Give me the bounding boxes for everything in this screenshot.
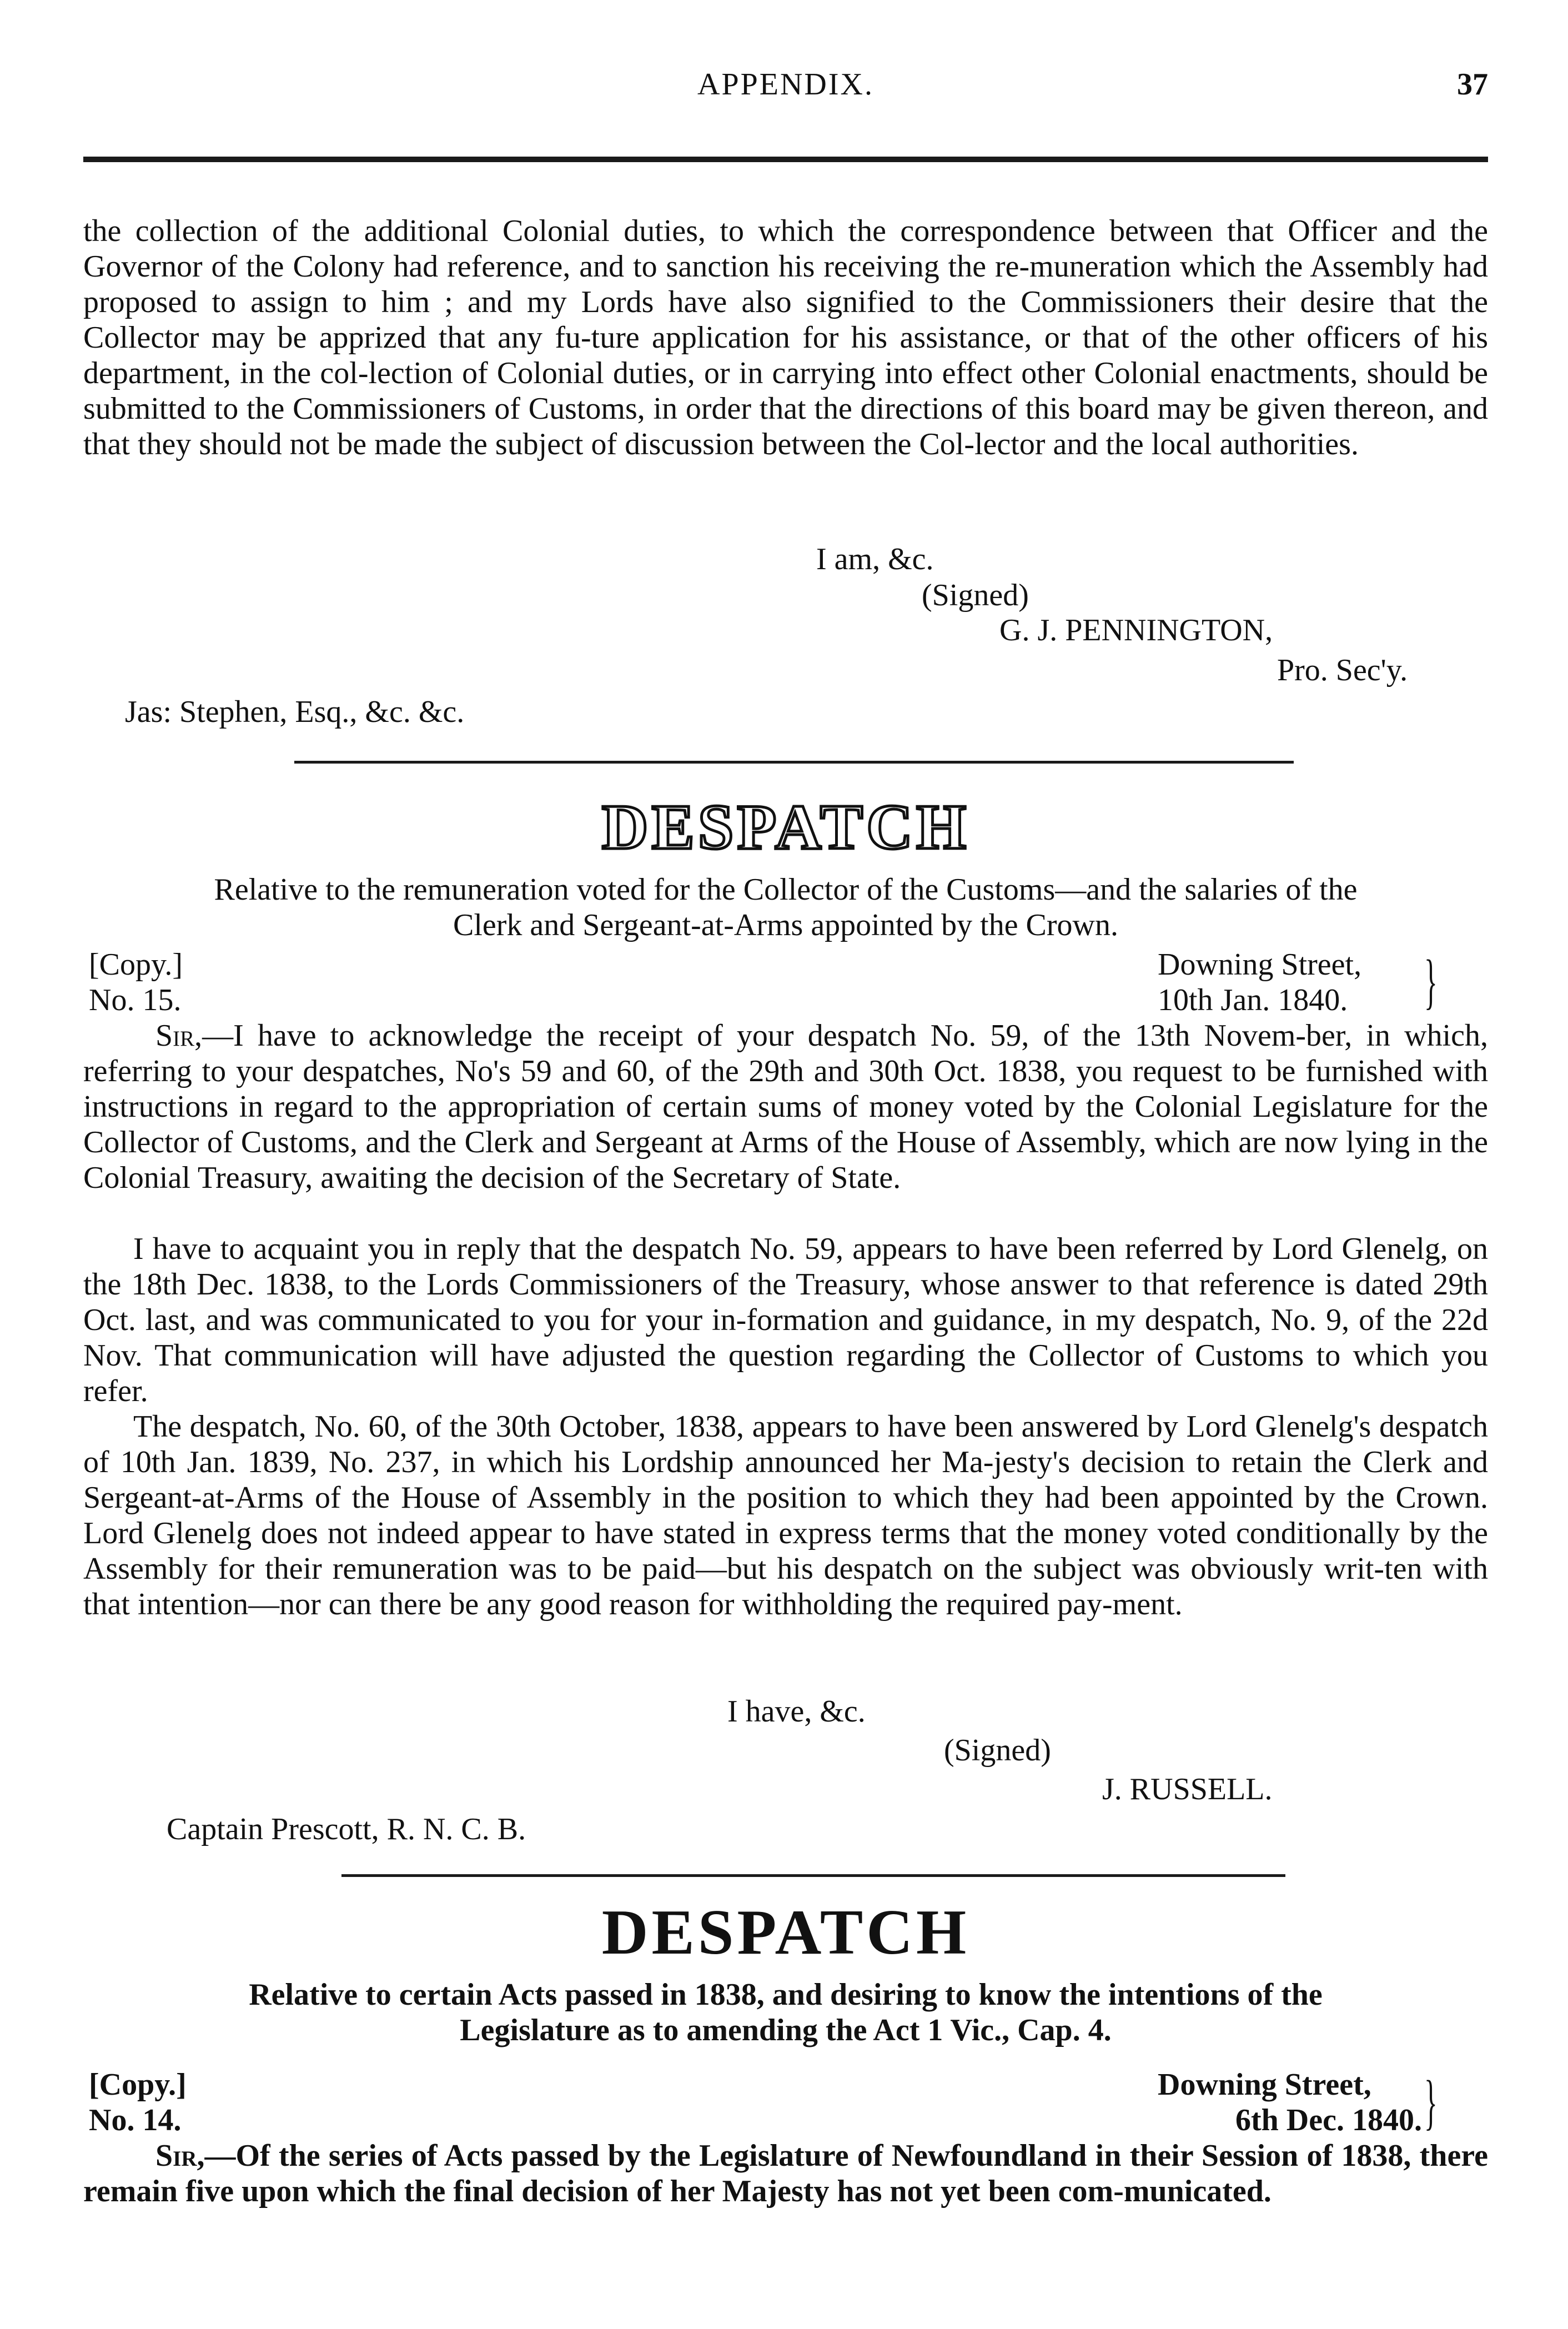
despatch1-salutation: Sir,	[155, 1018, 203, 1053]
despatch2-place: Downing Street,	[1158, 2067, 1371, 2102]
despatch2-copy-label: [Copy.]	[89, 2067, 187, 2102]
despatch2-paragraph1	[83, 2138, 1488, 2209]
despatch1-signed: (Signed)	[944, 1733, 1051, 1768]
despatch1-subtitle-line2: Clerk and Sergeant-at-Arms appointed by the Crown.	[453, 908, 1118, 942]
despatch1-paragraph3: The despatch, No. 60, of the 30th October, 1838, appears to have been answered by Lord Glenelg's despatch of 10th Jan. 1839, No. 237, in which his Lordship announced her Ma-jesty's decision to retain the Clerk and Sergeant-at-Arms of the House of Assembly in the position to which they had been appointed by the Crown. Lord Glenelg does not indeed appear to have stated in express terms that the money voted conditionally by the Assembly for their remuneration was to be paid—but his despatch on the subject was obviously writ-ten with that intention—nor can there be any good reason for withholding the required pay-ment.	[83, 1409, 1488, 1622]
letter1-addressee: Jas: Stephen, Esq., &c. &c.	[125, 695, 465, 729]
despatch1-paragraph2: I have to acquaint you in reply that the despatch No. 59, appears to have been referred by Lord Glenelg, on the 18th Dec. 1838, to the Lords Commissioners of the Treasury, whose answer to that reference is dated 29th Oct. last, and was communicated to you for your in-formation and guidance, in my despatch, No. 9, of the 22d Nov. That communication will have adjusted the question regarding the Collector of Customs to which you refer.	[83, 1232, 1488, 1408]
despatch1-number: No. 15.	[89, 983, 182, 1017]
despatch1-addressee: Captain Prescott, R. N. C. B.	[167, 1812, 526, 1846]
brace-icon: }	[1424, 947, 1438, 1015]
despatch2-heading: DESPATCH	[601, 1897, 970, 1968]
despatch1-copy-label: [Copy.]	[89, 947, 183, 982]
letter1-body: the collection of the additional Colonial duties, to which the correspondence between that Officer and the Governor of the Colony had reference, and to sanction his receiving the re-muneration which the Assembly had proposed to assign to him ; and my Lords have also signified to the Commissioners their desire that the Collector may be apprized that any fu-ture application for his assistance, or that of the other officers of his department, in the col-lection of Colonial duties, or in carrying into effect other Colonial enactments, should be submitted to the Commissioners of Customs, in order that the directions of this board may be given thereon, and that they should not be made the subject of discussion between the Col-lector and the local authorities.	[83, 214, 1488, 461]
despatch2-salutation: Sir,	[155, 2139, 205, 2173]
letter1-signatory: G. J. PENNINGTON,	[999, 613, 1273, 647]
despatch1-heading: DESPATCH	[601, 792, 970, 863]
letter1-closing: I am, &c.	[816, 542, 934, 576]
despatch1-paragraph1	[83, 1018, 1488, 1196]
running-header	[83, 67, 1488, 111]
section-divider	[341, 1874, 1285, 1877]
brace-icon: }	[1424, 2068, 1438, 2136]
despatch1-para1-text: —I have to acknowledge the receipt of your despatch No. 59, of the 13th Novem-ber, in which, referring to your despatches, No's 59 and 60, of the 29th and 30th Oct. 1838, you request to be furnished with instructions in regard to the appropriation of certain sums of money voted by the Colonial Legislature for the Collector of Customs, and the Clerk and Sergeant at Arms of the House of Assembly, which are now lying in the Colonial Treasury, awaiting the decision of the Secretary of State.	[83, 1018, 1488, 1195]
despatch2-para1-text: —Of the series of Acts passed by the Legislature of Newfoundland in their Session of 1838, there remain five upon which the final decision of her Majesty has not yet been com-municated.	[83, 2139, 1488, 2208]
despatch2-date: 6th Dec. 1840.	[1235, 2103, 1422, 2137]
section-divider	[294, 761, 1294, 764]
despatch1-place: Downing Street,	[1158, 947, 1362, 982]
header-rule	[83, 157, 1488, 162]
running-title: APPENDIX.	[697, 67, 874, 102]
page-number: 37	[1457, 67, 1488, 102]
despatch1-closing: I have, &c.	[727, 1694, 866, 1729]
despatch2-number: No. 14.	[89, 2103, 182, 2137]
despatch1-signatory: J. RUSSELL.	[1102, 1772, 1273, 1806]
letter1-signatory-title: Pro. Sec'y.	[1277, 653, 1408, 687]
despatch1-subtitle-line1: Relative to the remuneration voted for the Collector of the Customs—and the salaries of the	[214, 872, 1358, 907]
despatch1-date: 10th Jan. 1840.	[1158, 983, 1348, 1017]
letter1-signed: (Signed)	[922, 578, 1029, 613]
despatch2-subtitle-line1: Relative to certain Acts passed in 1838, and desiring to know the intentions of the	[249, 1977, 1323, 2012]
despatch2-subtitle-line2: Legislature as to amending the Act 1 Vic., Cap. 4.	[460, 2013, 1112, 2047]
